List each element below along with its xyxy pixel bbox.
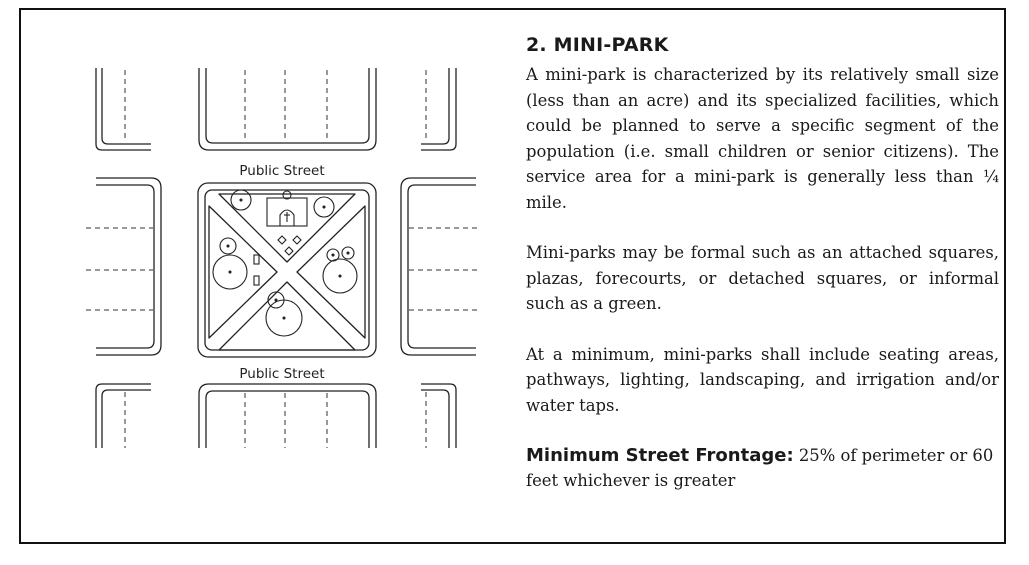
frontage-value: 25% of perimeter or 60 feet whichever is greater <box>526 446 994 490</box>
mini-park <box>198 183 376 357</box>
block-bottom-center <box>199 384 376 448</box>
description-column <box>526 34 999 493</box>
frontage-label: Minimum Street Frontage: <box>526 445 794 466</box>
block-bottom-left <box>96 384 151 448</box>
block-top-left <box>96 68 151 150</box>
section-heading: 2. MINI-PARK <box>526 34 669 56</box>
page-frame <box>19 8 1006 544</box>
block-left-middle <box>96 178 161 355</box>
paragraph-definition: A mini-park is characterized by its relatively small size (less than an acre) and its specialized facilities, which could be planned to serve a specific segment of the population (i.e. small children or senior citizens). The service area for a mini-park is generally less than ¼ mile. <box>526 65 999 212</box>
park-features <box>213 190 357 336</box>
block-top-center <box>199 68 376 150</box>
paragraph-requirements: At a minimum, mini-parks shall include seating areas, pathways, lighting, landscaping, and irrigation and/or water taps. <box>526 344 999 415</box>
mini-park-diagram <box>61 50 501 470</box>
street-label-bottom: Public Street <box>239 366 325 382</box>
block-right-middle <box>401 178 476 355</box>
street-frontage <box>526 443 999 493</box>
paragraph-types: Mini-parks may be formal such as an attached squares, plazas, forecourts, or detached squares, or informal such as a green. <box>526 243 999 313</box>
street-label-top: Public Street <box>239 163 325 179</box>
